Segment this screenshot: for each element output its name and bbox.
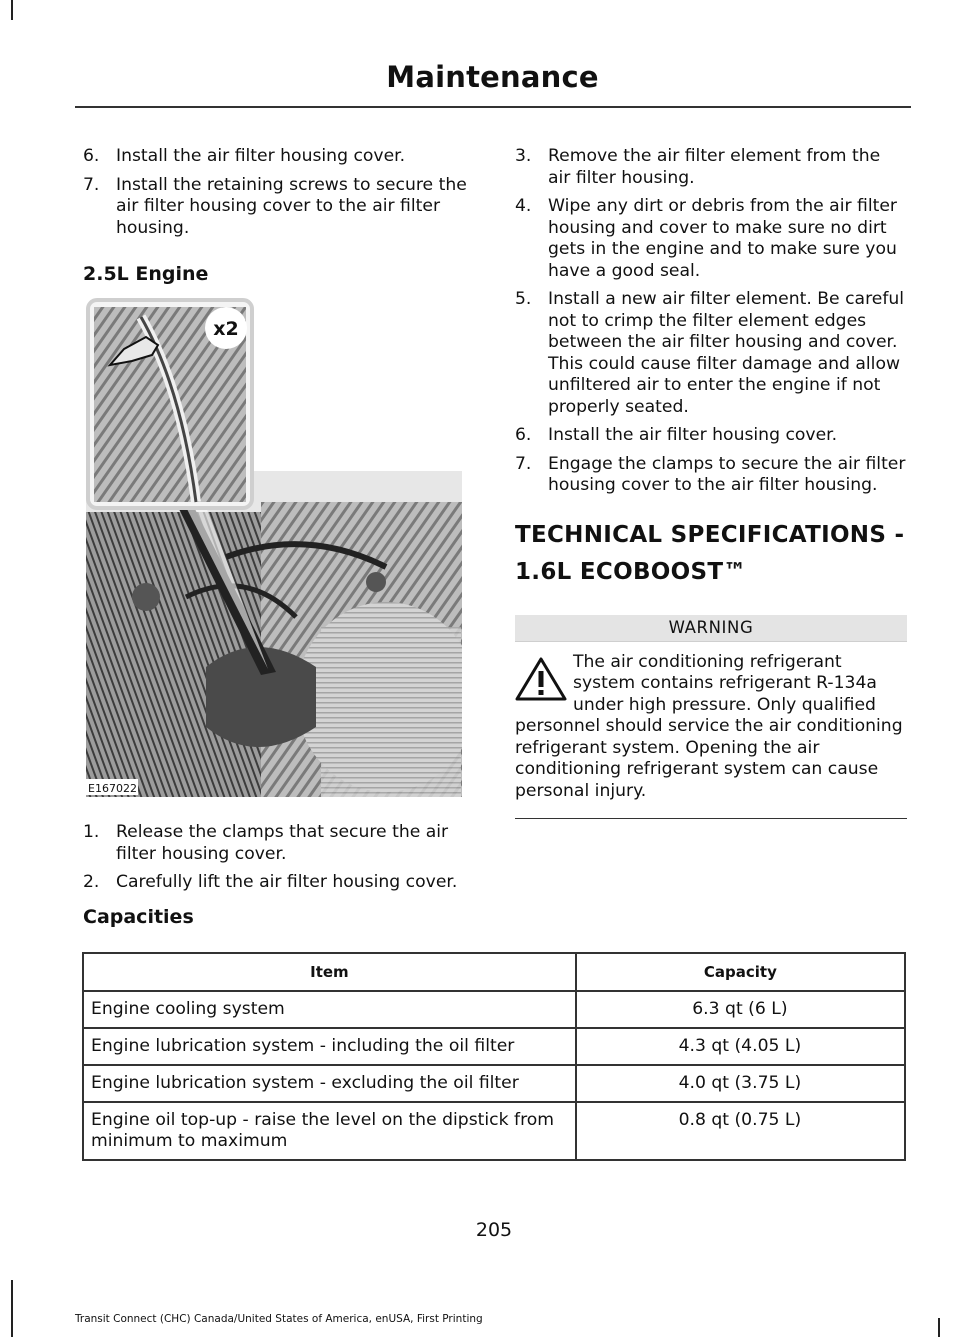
table-row [83,1065,905,1102]
item-cell: Engine lubrication system - excluding the oil filter [83,1065,576,1102]
list-item: 2. Carefully lift the air filter housing cover. [83,872,458,892]
crop-mark-bottom-left [11,1280,13,1337]
column-header-capacity: Capacity [576,953,905,991]
capacities-table [82,952,906,1161]
page-title: Maintenance [386,60,599,94]
warning-triangle-icon [515,656,567,702]
item-cell: Engine cooling system [83,991,576,1028]
engine-air-filter-figure [86,297,462,797]
list-item: 5. Install a new air filter element. Be careful not to crimp the filter element edges between the air filter housing and cover. This could cause filter damage and allow unfiltered air to enter the engine if not properly seated. [515,289,905,417]
list-item: 6. Install the air filter housing cover. [515,425,838,445]
left-column [83,146,478,285]
footer-text: Transit Connect (CHC) Canada/United States of America, enUSA, First Printing [75,1313,483,1325]
capacities-heading: Capacities [83,906,194,928]
capacity-cell: 0.8 qt (0.75 L) [576,1102,905,1160]
capacity-cell: 4.3 qt (4.05 L) [576,1028,905,1065]
list-item: 1. Release the clamps that secure the air filter housing cover. [83,822,449,864]
header-divider [75,106,911,108]
warning-body [515,642,907,803]
section-heading: TECHNICAL SPECIFICATIONS - 1.6L ECOBOOST™ [515,521,905,585]
item-cell: Engine oil top-up - raise the level on the dipstick from minimum to maximum [83,1102,576,1160]
list-item: 6. Install the air filter housing cover. [83,146,406,166]
left-column-lower [83,822,478,901]
list-item: 7. Install the retaining screws to secure the air filter housing cover to the air filter housing. [83,174,467,238]
table-row [83,991,905,1028]
column-header-item: Item [83,953,576,991]
right-column [515,146,907,819]
warning-box [515,615,907,820]
crop-mark-bottom-right [938,1318,940,1337]
steps-list-right [515,146,907,497]
list-item: 4. Wipe any dirt or debris from the air filter housing and cover to make sure no dirt gets in the engine and to make sure you have a good seal. [515,196,898,281]
steps-list-a [83,146,478,239]
capacity-cell: 6.3 qt (6 L) [576,991,905,1028]
warning-end-rule [515,818,907,819]
table-row [83,1028,905,1065]
table-row [83,1102,905,1160]
capacity-cell: 4.0 qt (3.75 L) [576,1065,905,1102]
warning-text: The air conditioning refrigerant system contains refrigerant R-134a under high pressure. Only qualified personnel should service the air conditioning refrigerant system. Opening the air conditioning refrigerant system can cause personal injury. [515,651,903,801]
list-item: 7. Engage the clamps to secure the air filter housing cover to the air filter housing. [515,453,906,495]
steps-list-b [83,822,478,894]
subheading: 2.5L Engine [83,263,209,285]
figure-code: E167022 [88,782,137,795]
crop-mark-top-left [11,0,13,20]
x2-badge: x2 [213,318,239,340]
list-item: 3. Remove the air filter element from the air filter housing. [515,146,881,188]
page-number: 205 [475,1219,513,1241]
item-cell: Engine lubrication system - including the oil filter [83,1028,576,1065]
warning-label: WARNING [515,615,907,642]
